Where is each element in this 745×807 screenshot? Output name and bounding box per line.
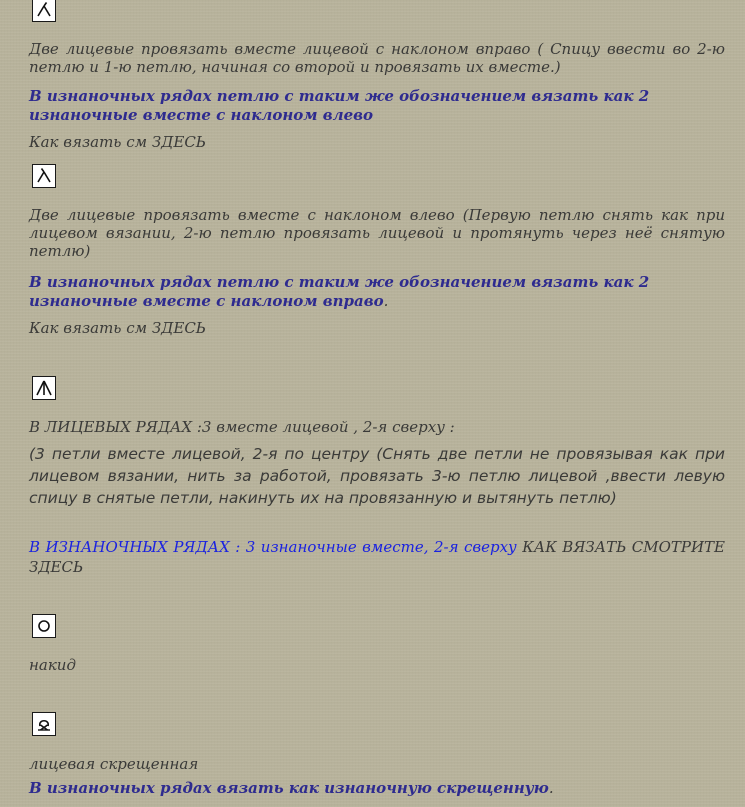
purl-how-to-link[interactable]: КАК ВЯЗАТЬ СМОТРИТЕ ЗДЕСЬ — [29, 538, 725, 576]
yarn-over-circle-icon — [32, 614, 56, 638]
twisted-knit-icon — [32, 712, 56, 736]
k2tog-description: Две лицевые провязать вместе лицевой с наклоном вправо ( Спицу ввести во 2-ю петлю и 1-ю петлю, начиная со второй и провязать их вместе.) — [29, 40, 725, 76]
k2tog-purl-note: В изнаночных рядах петлю с таким же обозначением вязать как 2 изнаночные вместе с наклоном влево — [29, 87, 650, 124]
ssk-purl-note: В изнаночных рядах петлю с таким же обозначением вязать как 2 изнаночные вместе с наклоном вправо. — [29, 273, 650, 310]
k2tog-right-slant-icon — [32, 0, 56, 22]
centered-double-decrease-icon — [32, 376, 56, 400]
purl-rows-link[interactable]: В ИЗНАНОЧНЫХ РЯДАХ : 3 изнаночные вместе, 2-я сверху — [29, 538, 517, 556]
knit-rows-heading: В ЛИЦЕВЫХ РЯДАХ :3 вместе лицевой , 2-я сверху : — [29, 418, 455, 436]
cdd-description: (3 петли вместе лицевой, 2-я по центру (Снять две петли не провязывая как при лицевом вязании, нить за работой, провязать 3-ю петлю лицевой ,ввести левую спицу в снятые петли, накинуть их на провязанную и вытянуть петлю) — [29, 445, 725, 507]
twisted-knit-purl-note: В изнаночных рядах вязать как изнаночную скрещенную. — [29, 779, 554, 797]
twisted-knit-label: лицевая скрещенная — [29, 755, 199, 773]
k2tog-how-to-link[interactable]: Как вязать см ЗДЕСЬ — [29, 133, 206, 151]
ssk-left-slant-icon — [32, 164, 56, 188]
ssk-description: Две лицевые провязать вместе с наклоном влево (Первую петлю снять как при лицевом вязании, 2-ю петлю провязать лицевой и протянуть через неё снятую петлю) — [29, 206, 725, 260]
ssk-how-to-link[interactable]: Как вязать см ЗДЕСЬ — [29, 319, 206, 337]
yarn-over-label: накид — [29, 656, 76, 674]
cdd-purl-rows — [29, 537, 725, 577]
